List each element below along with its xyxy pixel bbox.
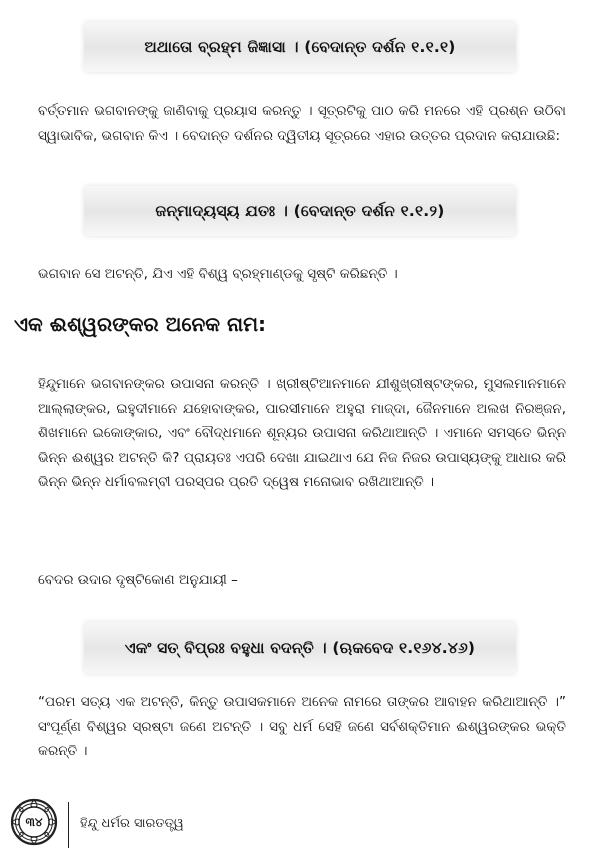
page-footer [0,790,600,855]
sutra-quote-2-text: ଜନ୍ମାଦ୍ୟସ୍ୟ ଯତଃ । (ବେଦାନ୍ତ ଦର୍ଶନ ୧.୧.୨) [155,201,445,220]
sutra-quote-3-text: ଏକଂ ସତ୍ ବିପ୍ରଃ ବହୁଧା ବଦନ୍ତି । (ଋକବେଦ ୧.୧୬୪.୪୬) [124,638,476,657]
section-heading: ଏକ ଈଶ୍ୱରଙ୍କର ଅନେକ ନାମ: [14,312,267,336]
paragraph-2: ଭଗବାନ ସେ ଅଟନ୍ତି, ଯିଏ ଏହି ବିଶ୍ୱ ବ୍ରହ୍ମାଣ୍ଡକୁ ସୃଷ୍ଟି କରିଛନ୍ତି । [38,266,398,282]
page-number: ୩୪ [25,814,43,829]
footer-divider [68,802,69,848]
paragraph-5: “ପରମ ସତ୍ୟ ଏକ ଅଟନ୍ତି, କିନ୍ତୁ ଉପାସକମାନେ ଅନେକ ନାମରେ ତାଙ୍କର ଆବାହନ କରିଥାଆନ୍ତି ।” ସଂପୂର୍ଣ୍ଣ ବିଶ୍ୱର ସ୍ରଷ୍ଟା ଜଣେ ଅଟନ୍ତି । ସବୁ ଧର୍ମ ସେହି ଜଣେ ସର୍ବଶକ୍ତିମାନ ଈଶ୍ୱରଙ୍କର ଭକ୍ତି କରନ୍ତି । [38,694,566,759]
paragraph-4: ବେଦର ଉଦାର ଦୃଷ୍ଟିକୋଣ ଅନୁଯାୟୀ – [38,572,238,588]
sutra-quote-1 [84,22,516,72]
paragraph-1: ବର୍ତ୍ତମାନ ଭଗବାନଙ୍କୁ ଜାଣିବାକୁ ପ୍ରୟାସ କରନ୍ତୁ । ସୂତ୍ରଟିକୁ ପାଠ କରି ମନରେ ଏହି ପ୍ରଶ୍ନ ଉଠିବା ସ୍ୱାଭାବିକ, ଭଗବାନ କିଏ । ବେଦାନ୍ତ ଦର୍ଶନର ଦ୍ୱିତୀୟ ସୂତ୍ରରେ ଏହାର ଉତ୍ତର ପ୍ରଦାନ କରାଯାଉଛି: [38,103,566,144]
sutra-quote-1-text: ଅଥାତୋ ବ୍ରହ୍ମ ଜିଜ୍ଞାସା । (ବେଦାନ୍ତ ଦର୍ଶନ ୧.୧.୧) [144,37,456,56]
book-title: ହିନ୍ଦୁ ଧର୍ମର ସାରତତ୍ତ୍ୱ [80,816,184,831]
paragraph-3: ହିନ୍ଦୁମାନେ ଭଗବାନଙ୍କର ଉପାସନା କରନ୍ତି । ଖ୍ରୀଷ୍ଟିଆନମାନେ ଯୀଶୁଖ୍ରୀଷ୍ଟଙ୍କର, ମୁସଲମାନମାନେ ଆଲ୍ଲାଙ୍କର, ଇହୁଦୀମାନେ ଯହୋବାଙ୍କର, ପାରସୀମାନେ ଅହୁରା ମାଜ୍‌ଦା, ଜୈନମାନେ ଅଲଖ ନିରଞ୍ଜନ, ଶିଖମାନେ ଇକୋଙ୍କାର, ଏବଂ ବୌଦ୍ଧମାନେ ଶୂନ୍ୟର ଉପାସନା କରିଥାଆନ୍ତି । ଏମାନେ ସମସ୍ତେ ଭିନ୍ନ ଭିନ୍ନ ଈଶ୍ୱର ଅଟନ୍ତି କି? ପ୍ରାୟତଃ ଏପରି ଦେଖା ଯାଇଥାଏ ଯେ ନିଜ ନିଜର ଉପାସ୍ୟଙ୍କୁ ଆଧାର କରି ଭିନ୍ନ ଭିନ୍ନ ଧର୍ମାବଲମ୍ବୀ ପରସ୍ପର ପ୍ରତି ଦ୍ୱେଷ ମନୋଭାବ ରଖିଥାଆନ୍ତି । [38,376,566,490]
sutra-quote-3 [84,622,516,674]
sutra-quote-2 [84,186,516,236]
